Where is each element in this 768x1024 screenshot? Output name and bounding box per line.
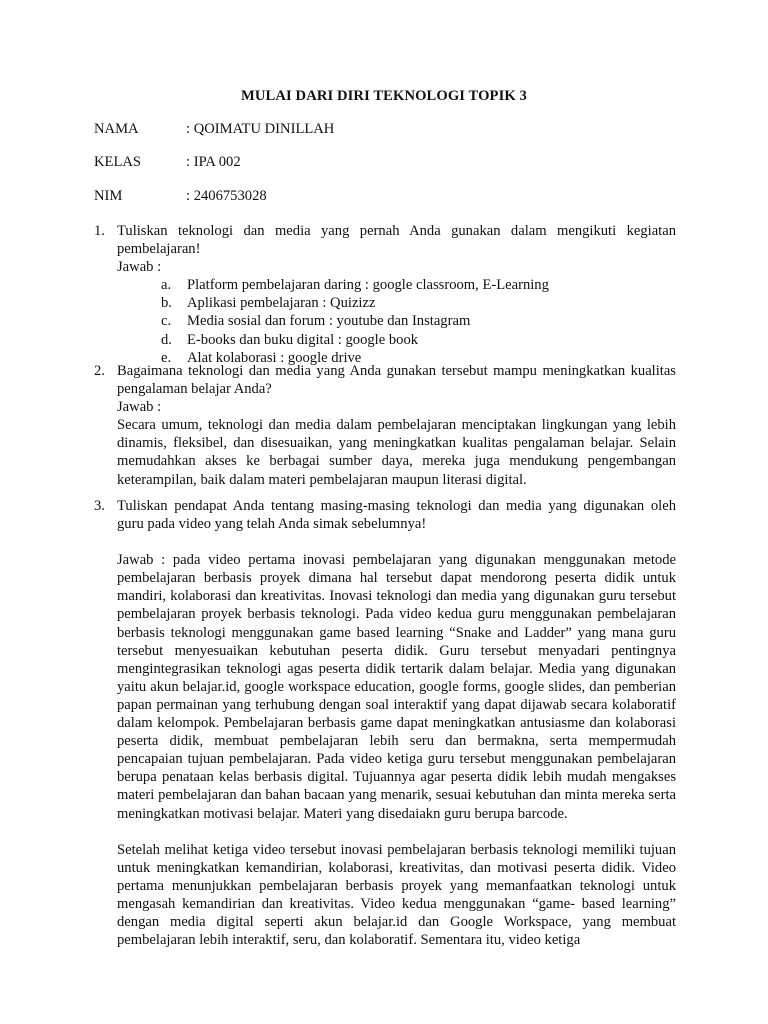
question-number: 1. bbox=[94, 223, 105, 239]
list-item bbox=[117, 312, 676, 330]
list-item-text: E-books dan buku digital : google book bbox=[187, 331, 419, 348]
info-value: : QOIMATU DINILLAH bbox=[186, 121, 335, 137]
question-text: Bagaimana teknologi dan media yang Anda gunakan tersebut mampu meningkatkan kualitas pengalaman belajar Anda? bbox=[117, 363, 676, 398]
list-item bbox=[117, 294, 676, 312]
list-item-text: Aplikasi pembelajaran : Quizizz bbox=[187, 295, 376, 312]
question-number: 2. bbox=[94, 363, 105, 379]
answer-paragraph: Setelah melihat ketiga video tersebut inovasi pembelajaran berbasis teknologi memiliki tujuan untuk meningkatkan kemandirian, kolaborasi, kreativitas, dan motivasi peserta didik. Video pertama menunjukkan pembelajaran berbasis proyek yang memanfaatkan teknologi untuk mengasah kemandirian dan kreativitas. Video kedua menggunakan “game- based learning” dengan media digital seperti akun belajar.id dan Google Workspace, yang membuat pembelajaran lebih interaktif, seru, dan kolaboratif. Sementara itu, video ketiga bbox=[117, 841, 676, 949]
list-marker: b. bbox=[161, 295, 172, 312]
answer-label: Jawab : bbox=[117, 259, 162, 276]
question-1 bbox=[94, 222, 676, 367]
question-3 bbox=[94, 497, 676, 949]
list-item-text: Platform pembelajaran daring : google classroom, E-Learning bbox=[187, 277, 549, 294]
info-row-kelas bbox=[94, 152, 594, 172]
list-marker: c. bbox=[161, 313, 172, 330]
question-text: Tuliskan teknologi dan media yang pernah Anda gunakan dalam mengikuti kegiatan pembelajaran! bbox=[117, 223, 676, 258]
list-item bbox=[117, 331, 676, 349]
answer-list bbox=[117, 276, 676, 366]
list-marker: d. bbox=[161, 331, 172, 348]
answer-text: Secara umum, teknologi dan media dalam pembelajaran menciptakan lingkungan yang lebih dinamis, fleksibel, dan disesuaikan, yang meningkatkan kualitas pengalaman belajar. Selain memudahkan akses ke berbagai sumber daya, mereka juga mendukung pengembangan keterampilan, baik dalam materi pembelajaran maupun literasi digital. bbox=[117, 417, 676, 488]
info-label: NIM bbox=[94, 188, 123, 204]
question-number: 3. bbox=[94, 498, 105, 514]
info-label: NAMA bbox=[94, 121, 139, 137]
question-2 bbox=[94, 362, 676, 489]
list-marker: e. bbox=[161, 349, 172, 366]
question-text: Tuliskan pendapat Anda tentang masing-masing teknologi dan media yang digunakan oleh guru pada video yang telah Anda simak sebelumnya! bbox=[117, 498, 676, 533]
list-item-text: Media sosial dan forum : youtube dan Instagram bbox=[187, 313, 471, 330]
info-row-nama bbox=[94, 119, 594, 139]
answer-paragraph: Jawab : pada video pertama inovasi pembelajaran yang digunakan menggunakan metode pembelajaran berbasis proyek dimana hal tersebut dapat mendorong peserta didik untuk mandiri, kolaborasi dan kreativitas. Inovasi teknologi dan media yang digunakan guru tersebut pembelajaran proyek berbasis teknologi. Pada video kedua guru menggunakan pembelajaran berbasis teknologi menggunakan game based learning “Snake and Ladder” yang mana guru tersebut menyesuaikan kebutuhan peserta didik. Guru tersebut menyadari pentingnya mengintegrasikan teknologi agas peserta didik tertarik dalam belajar. Media yang digunakan yaitu akun belajar.id, google workspace education, google forms, google slides, dan pemberian papan permainan yang terhubung dengan soal interaktif yang dapat dijawab secara kolaboratif dalam kelompok. Pembelajaran berbasis game dapat meningkatkan antusiasme dan kolaborasi peserta didik, membuat pembelajaran lebih seru dan bermakna, serta mempermudah pencapaian tujuan pembelajaran. Pada video ketiga guru tersebut menggunakan pembelajaran berupa penataan kelas berbasis digital. Tujuannya agar peserta didik lebih mudah mengakses materi pembelajaran dan bahan bacaan yang menarik, sesuai kebutuhan dan minta mereka serta meningkatkan motivasi belajar. Materi yang disedaiakn guru berupa barcode. bbox=[117, 552, 676, 822]
document-title: MULAI DARI DIRI TEKNOLOGI TOPIK 3 bbox=[241, 88, 527, 104]
info-value: : 2406753028 bbox=[186, 188, 267, 204]
list-item-text: Alat kolaborasi : google drive bbox=[187, 349, 362, 366]
list-marker: a. bbox=[161, 277, 172, 294]
info-label: KELAS bbox=[94, 154, 142, 170]
list-item bbox=[117, 276, 676, 294]
answer-label: Jawab : bbox=[117, 399, 162, 416]
info-value: : IPA 002 bbox=[186, 154, 241, 170]
info-row-nim bbox=[94, 186, 594, 206]
